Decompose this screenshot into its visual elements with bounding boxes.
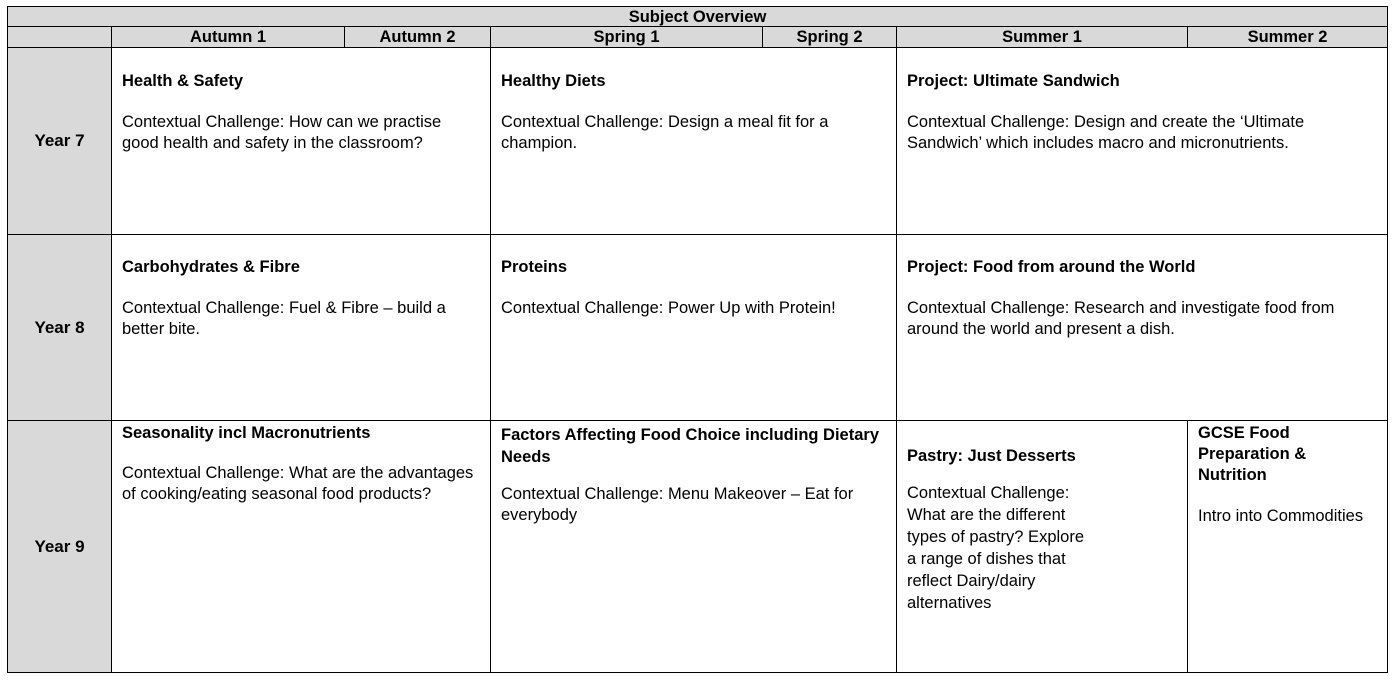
header-autumn-2: Autumn 2 (344, 26, 491, 48)
year-9-summer-2-cell (1187, 420, 1388, 673)
unit-title: Health & Safety (122, 72, 244, 90)
contextual-challenge: Contextual Challenge: Design a meal fit for a champion. (501, 113, 829, 152)
header-summer-2: Summer 2 (1187, 26, 1388, 48)
row-label-year-8: Year 8 (7, 234, 112, 421)
header-spring-2: Spring 2 (762, 26, 897, 48)
unit-title: Project: Ultimate Sandwich (907, 72, 1120, 90)
contextual-challenge: Contextual Challenge: What are the different types of pastry? Explore a range of dishes that reflect Dairy/dairy alternatives (907, 484, 1085, 612)
year-8-autumn-cell (111, 234, 491, 421)
year-9-spring-cell (490, 420, 897, 673)
row-label-year-9: Year 9 (7, 420, 112, 673)
year-7-spring-cell (490, 47, 897, 235)
contextual-challenge: Contextual Challenge: Power Up with Protein! (501, 299, 836, 317)
unit-title: Seasonality incl Macronutrients (122, 424, 371, 442)
contextual-challenge: Contextual Challenge: Design and create the ‘Ultimate Sandwich’ which includes macro and micronutrients. (907, 113, 1305, 152)
year-7-summer-cell (896, 47, 1388, 235)
header-spring-1: Spring 1 (490, 26, 763, 48)
unit-title: Pastry: Just Desserts (907, 447, 1076, 465)
header-autumn-1: Autumn 1 (111, 26, 345, 48)
year-9-summer-1-cell (896, 420, 1188, 673)
unit-title: Project: Food from around the World (907, 258, 1196, 276)
subject-overview-table (7, 6, 1388, 673)
year-8-spring-cell (490, 234, 897, 421)
contextual-challenge: Contextual Challenge: What are the advantages of cooking/eating seasonal food products? (122, 464, 474, 503)
unit-title: Healthy Diets (501, 72, 606, 90)
contextual-challenge: Contextual Challenge: Fuel & Fibre – build a better bite. (122, 299, 446, 338)
table-title: Subject Overview (7, 6, 1388, 27)
contextual-challenge: Contextual Challenge: Menu Makeover – Eat for everybody (501, 485, 854, 524)
unit-title: Carbohydrates & Fibre (122, 258, 300, 276)
year-9-autumn-cell (111, 420, 491, 673)
unit-title: Factors Affecting Food Choice including Dietary Needs (501, 426, 880, 466)
contextual-challenge: Intro into Commodities (1198, 507, 1364, 525)
year-8-summer-cell (896, 234, 1388, 421)
contextual-challenge: Contextual Challenge: How can we practise good health and safety in the classroom? (122, 113, 442, 152)
contextual-challenge: Contextual Challenge: Research and investigate food from around the world and present a dish. (907, 299, 1335, 338)
unit-title: Proteins (501, 258, 568, 276)
row-label-year-7: Year 7 (7, 47, 112, 235)
header-corner (7, 26, 112, 48)
header-summer-1: Summer 1 (896, 26, 1188, 48)
unit-title: GCSE Food Preparation & Nutrition (1198, 424, 1307, 484)
year-7-autumn-cell (111, 47, 491, 235)
